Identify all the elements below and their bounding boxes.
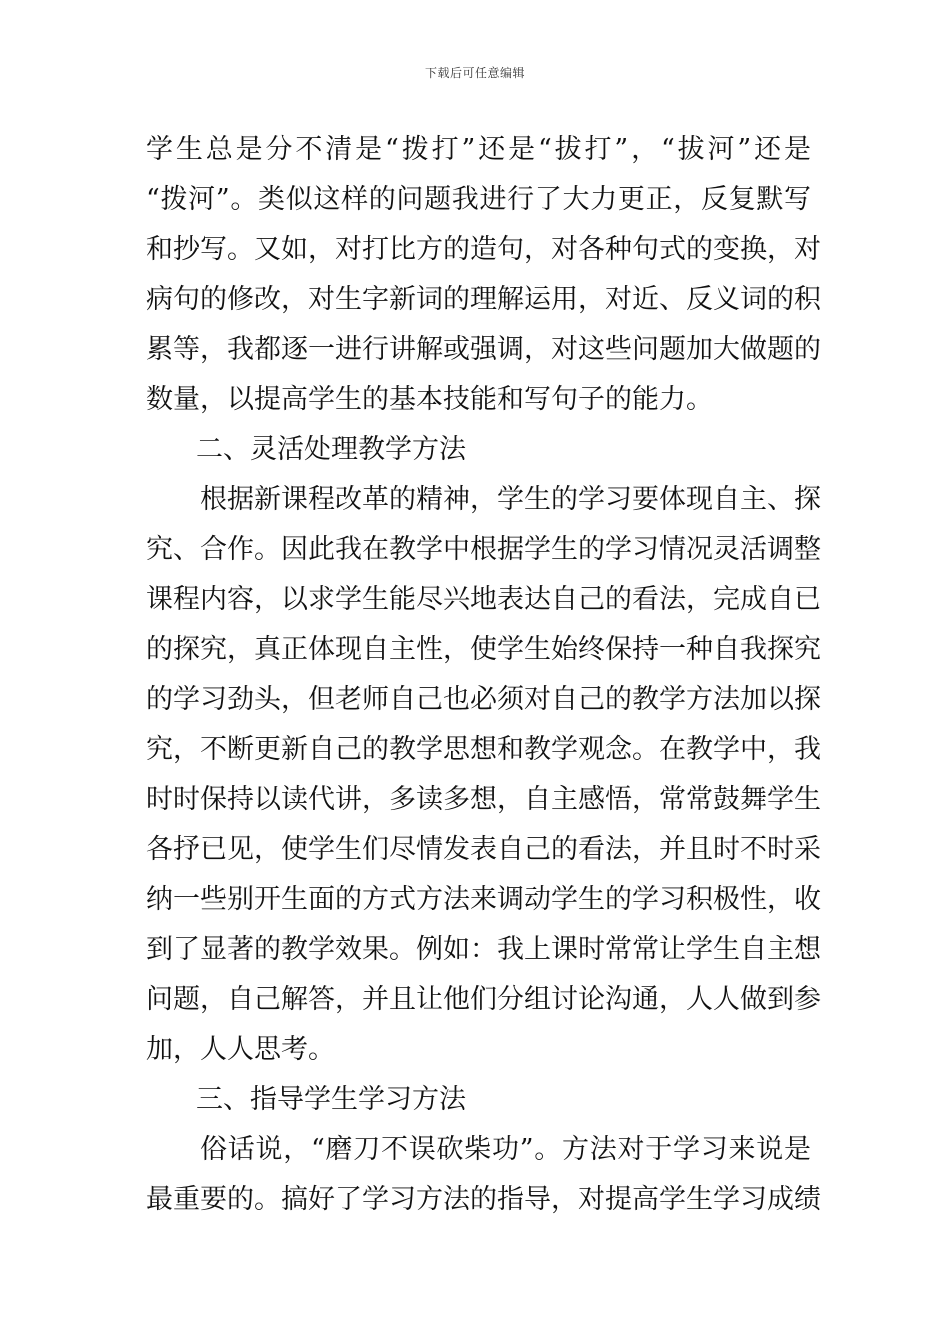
- text-line-17: 到了显著的教学效果。例如：我上课时常常让学生自主想: [146, 934, 821, 965]
- text-line-14: 时时保持以读代讲，多读多想，自主感悟，常常鼓舞学生: [146, 784, 821, 815]
- text-line-16: 纳一些别开生面的方式方法来调动学生的学习积极性，收: [146, 884, 821, 915]
- text-line-9: 究、合作。因此我在教学中根据学生的学习情况灵活调整: [146, 534, 821, 565]
- text-line-21: 俗话说，“磨刀不误砍柴功”。方法对于学习来说是: [200, 1134, 811, 1165]
- text-line-6: 数量，以提高学生的基本技能和写句子的能力。: [146, 384, 713, 415]
- section-heading-3: 三、指导学生学习方法: [196, 1084, 466, 1115]
- text-line-18: 问题，自己解答，并且让他们分组讨论沟通，人人做到参: [146, 984, 821, 1015]
- text-line-12: 的学习劲头，但老师自己也必须对自己的教学方法加以探: [146, 684, 821, 715]
- text-line-1: 学生总是分不清是“拨打”还是“拔打”，“拔河”还是: [146, 134, 811, 165]
- text-line-19: 加，人人思考。: [146, 1034, 335, 1065]
- text-line-3: 和抄写。又如，对打比方的造句，对各种句式的变换，对: [146, 234, 821, 265]
- text-line-4: 病句的修改，对生字新词的理解运用，对近、反义词的积: [146, 284, 821, 315]
- text-line-2: “拨河”。类似这样的问题我进行了大力更正，反复默写: [146, 184, 811, 215]
- text-line-22: 最重要的。搞好了学习方法的指导，对提高学生学习成绩: [146, 1184, 821, 1215]
- text-line-11: 的探究，真正体现自主性，使学生始终保持一种自我探究: [146, 634, 821, 665]
- text-line-5: 累等，我都逐一进行讲解或强调，对这些问题加大做题的: [146, 334, 821, 365]
- text-line-13: 究，不断更新自己的教学思想和教学观念。在教学中，我: [146, 734, 821, 765]
- section-heading-2: 二、灵活处理教学方法: [196, 434, 466, 465]
- page-header-note: 下载后可任意编辑: [424, 66, 525, 80]
- text-line-10: 课程内容，以求学生能尽兴地表达自己的看法，完成自已: [146, 584, 821, 615]
- text-line-15: 各抒已见，使学生们尽情发表自己的看法，并且时不时采: [146, 834, 821, 865]
- text-line-8: 根据新课程改革的精神，学生的学习要体现自主、探: [200, 484, 821, 515]
